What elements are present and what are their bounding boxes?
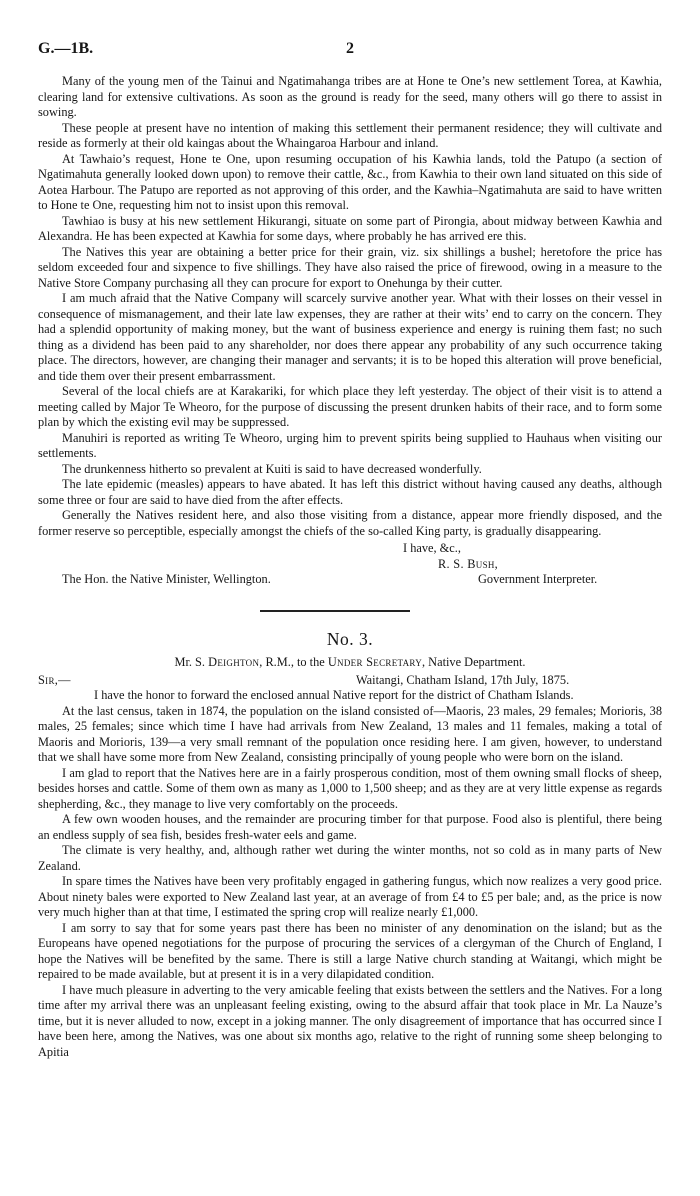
paragraph: Several of the local chiefs are at Karakariki, for which place they left yesterday. The object of their visit is to attend a meeting called by Major Te Wheoro, for the purpose of discussing the present drunken habits of their race, and to form some plan by which the existing evil may be suppressed.	[38, 384, 662, 429]
report-two	[38, 74, 662, 588]
salutation-line	[38, 673, 662, 689]
paragraph: I have the honor to forward the enclosed annual Native report for the district of Chatham Islands.	[94, 688, 574, 702]
document-number: No. 3.	[326, 628, 374, 649]
paragraph: The Natives this year are obtaining a better price for their grain, viz. six shillings a bushel; heretofore the price has seldom exceeded four and sixpence to five shillings. They have also raised the price of firewood, owing in a measure to the Native Store Company purchasing all they can procure for export to Onehunga by their cutter.	[38, 244, 662, 290]
paragraph: I am much afraid that the Native Company will scarcely survive another year. What with their losses on their vessel in consequence of mismanagement, and their late law expenses, they are rather at their wits’ end to carry on the concern. They had a splendid opportunity of making money, but the want of business experience and energy is ruining them fast; no such thing as a dividend has been paid to any shareholder, nor does there appear any probability of any such occurrence taking place. The directors, however, are changing their manager and servants; it is to be hoped this alteration will prove beneficial, and tide them over their present embarrassment.	[38, 291, 662, 383]
page-number: 2	[346, 40, 354, 57]
paragraph: Many of the young men of the Tainui and Ngatimahanga tribes are at Hone te One’s new settlement Torea, at Kawhia, clearing land for extensive cultivations. As soon as the ground is ready for the seed, many others will go there to assist in sowing.	[38, 74, 662, 119]
sender-name: Deighton	[208, 655, 260, 669]
paragraph: Generally the Natives resident here, and also those visiting from a distance, appear more friendly disposed, and the former reserve so perceptible, especially amongst the chiefs of the so-called King party, is gradually disappearing.	[38, 508, 662, 538]
divider-rule	[260, 610, 410, 612]
paragraph: Manuhiri is reported as writing Te Wheoro, urging him to prevent spirits being supplied to Hauhaus when visiting our settlements.	[38, 430, 662, 460]
from-line: Mr. S. Deighton, R.M., to the Under Secretary, Native Department.	[174, 655, 526, 669]
page-header	[38, 40, 662, 62]
paragraph: I am sorry to say that for some years past there has been no minister of any denomination on the island; but as the Europeans have opened negotiations for the purpose of procuring the services of a clergyman of the Church of England, I hope the Natives will be benefited by the same. There is still a large Native church standing at Waitangi, which might be repaired to be made available, but at present it is in a very dilapidated condition.	[38, 920, 662, 981]
signatory-title: Government Interpreter.	[478, 572, 598, 586]
signatory-name: R. S. Bush,	[438, 556, 499, 571]
report-three	[38, 628, 662, 1061]
closing-phrase: I have, &c.,	[403, 541, 461, 555]
section-divider	[38, 588, 662, 632]
paragraph: The climate is very healthy, and, although rather wet during the winter months, not so cold as in many parts of New Zealand.	[38, 843, 662, 873]
paragraph: At Tawhaio’s request, Hone te One, upon resuming occupation of his Kawhia lands, told the Patupo (a section of Ngatimahuta generally looked down upon) to remove their cattle, &c., from Kawhia to their own land situated on this side of Aotea Harbour. The Patupo are reported as not approving of this order, and the Kawhia–Ngatimahuta are said to have written to Hone te One, requesting him not to insist upon this removal.	[38, 151, 662, 212]
paragraph: The drunkenness hitherto so prevalent at Kuiti is said to have decreased wonderfully.	[62, 461, 482, 476]
signoff-block	[38, 541, 662, 588]
paragraph: The late epidemic (measles) appears to have abated. It has left this district without having caused any deaths, although some three or four are said to have died from the after effects.	[38, 477, 662, 507]
addressee: The Hon. the Native Minister, Wellington.	[62, 572, 271, 586]
paragraph: A few own wooden houses, and the remainder are procuring timber for that purpose. Food also is plentiful, there being an endless supply of sea fish, besides fresh-water eels and game.	[38, 812, 662, 842]
paragraph: At the last census, taken in 1874, the population on the island consisted of—Maoris, 23 males, 29 females; Morioris, 38 males, 25 females; since which time I have had arrivals from New Zealand, 13 males and 11 females, making a total of Maoris and Morioris, 139—a very small remnant of the population once residing here. I am given, however, to understand that we shall have some more from New Zealand, consisting principally of young people who were born on the island.	[38, 703, 662, 764]
document-body	[38, 74, 662, 1060]
document-reference: G.—1B.	[38, 40, 94, 57]
recipient-title: Under Secretary	[327, 655, 422, 669]
paragraph: I am glad to report that the Natives here are in a fairly prosperous condition, most of them owning small flocks of sheep, besides horses and cattle. Some of them own as many as 1,000 to 1,500 sheep; and as they are at very little expense as regards shepherding, &c., they manage to live very comfortably on the proceeds.	[38, 765, 662, 811]
paragraph: I have much pleasure in adverting to the very amicable feeling that exists between the settlers and the Natives. For a long time after my arrival there was an unpleasant feeling existing, owing to the absurd affair that took place in Mr. La Nauze’s time, but it is never alluded to now, except in a joking manner. The only disagreement of importance that has occurred since I have been here, among the Natives, was one about six months ago, relative to the right of running some sheep belonging to Apitia	[38, 982, 662, 1059]
place-and-date: Waitangi, Chatham Island, 17th July, 1875.	[356, 672, 570, 687]
paragraph: Tawhiao is busy at his new settlement Hikurangi, situate on some part of Pirongia, about midway between Kawhia and Alexandra. He has been expected at Kawhia for some days, where probably he has arrived ere this.	[38, 213, 662, 243]
paragraph: In spare times the Natives have been very profitably engaged in gathering fungus, which now realizes a very good price. About ninety bales were exported to New Zealand last year, at an average of from £4 to £5 per bale; and, as the price is now very much higher than at that time, I estimated the spring crop will realize nearly £1,000.	[38, 874, 662, 919]
paragraph: These people at present have no intention of making this settlement their permanent residence; they will cultivate and reside as formerly at their old kaingas about the Whaingaroa Harbour and inland.	[38, 120, 662, 150]
salutation: Sir,—	[38, 672, 71, 687]
